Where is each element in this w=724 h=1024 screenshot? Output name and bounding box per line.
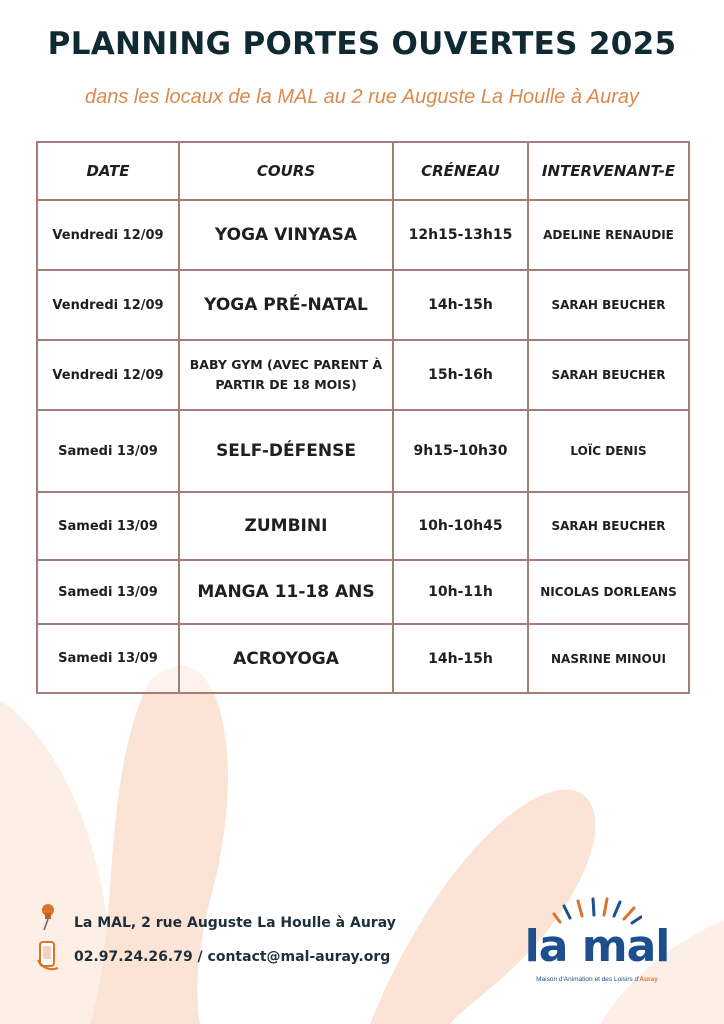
logo-tagline-city: Auray xyxy=(639,976,658,983)
table-row xyxy=(37,410,689,492)
footer-address: La MAL, 2 rue Auguste La Houlle à Auray xyxy=(74,915,396,931)
table-row xyxy=(37,200,689,270)
date-cell: Samedi 13/09 xyxy=(37,492,179,560)
date-cell: Samedi 13/09 xyxy=(37,624,179,693)
course-cell: SELF-DÉFENSE xyxy=(179,410,393,492)
course-cell: ACROYOGA xyxy=(179,624,393,693)
instructor-cell: SARAH BEUCHER xyxy=(528,340,689,410)
instructor-cell: NASRINE MINOUI xyxy=(528,624,689,693)
pin-icon xyxy=(36,902,60,932)
column-header-date: DATE xyxy=(37,142,179,200)
logo-tagline-text: Maison d'Animation et des Loisirs d' xyxy=(536,976,640,983)
phone-icon xyxy=(36,940,62,972)
slot-cell: 14h-15h xyxy=(393,624,528,693)
date-cell: Samedi 13/09 xyxy=(37,410,179,492)
slot-cell: 12h15-13h15 xyxy=(393,200,528,270)
column-header-course: COURS xyxy=(179,142,393,200)
footer-contact: 02.97.24.26.79 / contact@mal-auray.org xyxy=(74,949,391,965)
table-row xyxy=(37,560,689,624)
table-row xyxy=(37,340,689,410)
date-cell: Vendredi 12/09 xyxy=(37,340,179,410)
instructor-cell: ADELINE RENAUDIE xyxy=(528,200,689,270)
course-cell: YOGA VINYASA xyxy=(179,200,393,270)
schedule-table xyxy=(36,141,690,694)
date-cell: Samedi 13/09 xyxy=(37,560,179,624)
course-cell: YOGA PRÉ-NATAL xyxy=(179,270,393,340)
table-row xyxy=(37,624,689,693)
instructor-cell: SARAH BEUCHER xyxy=(528,492,689,560)
slot-cell: 10h-11h xyxy=(393,560,528,624)
table-row xyxy=(37,270,689,340)
date-cell: Vendredi 12/09 xyxy=(37,200,179,270)
course-cell: BABY GYM (AVEC PARENT À PARTIR DE 18 MOIS) xyxy=(179,340,393,410)
column-header-slot: CRÉNEAU xyxy=(393,142,528,200)
course-cell: MANGA 11-18 ANS xyxy=(179,560,393,624)
course-cell: ZUMBINI xyxy=(179,492,393,560)
page-title: PLANNING PORTES OUVERTES 2025 xyxy=(47,26,677,62)
instructor-cell: SARAH BEUCHER xyxy=(528,270,689,340)
column-header-instructor: INTERVENANT-E xyxy=(528,142,689,200)
slot-cell: 15h-16h xyxy=(393,340,528,410)
slot-cell: 9h15-10h30 xyxy=(393,410,528,492)
logo-tagline xyxy=(522,976,672,983)
la-mal-logo xyxy=(522,896,672,992)
table-header-row xyxy=(37,142,689,200)
instructor-cell: NICOLAS DORLEANS xyxy=(528,560,689,624)
logo-name: la mal xyxy=(524,921,670,972)
slot-cell: 14h-15h xyxy=(393,270,528,340)
page-subtitle: dans les locaux de la MAL au 2 rue Auguste La Houlle à Auray xyxy=(84,86,640,108)
slot-cell: 10h-10h45 xyxy=(393,492,528,560)
instructor-cell: LOÏC DENIS xyxy=(528,410,689,492)
date-cell: Vendredi 12/09 xyxy=(37,270,179,340)
table-row xyxy=(37,492,689,560)
